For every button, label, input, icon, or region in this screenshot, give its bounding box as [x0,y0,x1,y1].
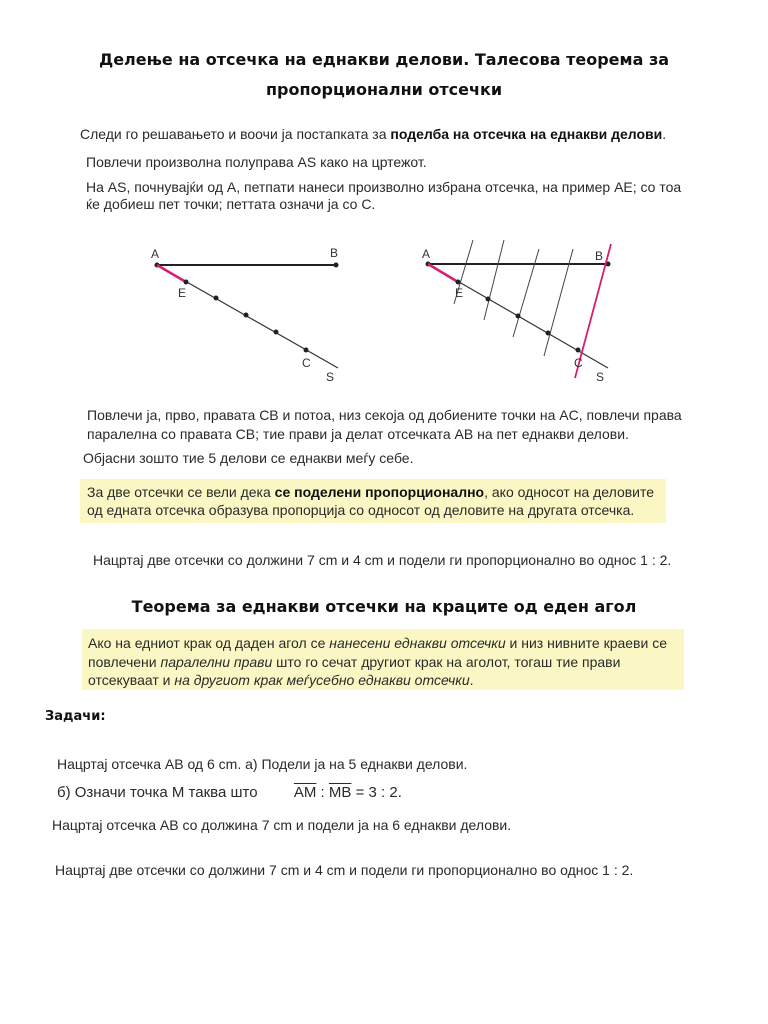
theorem-l2a: повлечени [88,654,161,670]
point-e [184,280,189,285]
intro-pre: Следи го решавањето и воочи ја постапката за [80,126,391,142]
label-a: A [422,247,431,261]
task1b-label: б) Означи точка M таква што [57,784,258,801]
figure-left [151,246,339,384]
definition-bold: се поделени пропорционално [274,484,485,500]
step3-line2: паралелна со правата CB; тие прави ја делат отсечката AB на пет еднакви делови. [87,426,629,442]
task1-text: Нацртај отсечка AB од 6 cm. а) Подели ја на 5 еднакви делови. [57,756,468,772]
step3-line1: Повлечи ја, прво, правата CB и потоа, низ секоја од добиените точки на AC, повлечи права [87,407,682,423]
division-point [546,331,551,336]
tasks-label: Задачи: [45,709,106,724]
intro-bold: поделба на отсечка на еднакви делови [390,126,663,142]
task2-text: Нацртај отсечка AB со должина 7 cm и подели ја на 6 еднакви делови. [52,817,512,833]
label-e: E [178,286,187,300]
definition-line2: од едната отсечка образува пропорција со односот од деловите на другата отсечка. [87,502,635,518]
step2-line1: На AS, почнувајќи од A, петпати нанеси произволно избрана отсечка, на пример AE; со тоа [86,179,682,195]
division-point [274,330,279,335]
page-title-line2: пропорционални отсечки [265,80,503,99]
label-b: B [330,246,339,260]
label-c: C [302,356,311,370]
label-s: S [326,370,335,384]
point-e [456,280,461,285]
definition-pre: За две отсечки се вели дека [87,484,275,500]
step1-text: Повлечи произволна полуправа AS како на цртежот. [86,154,427,170]
theorem-l3b: на другиот крак меѓусебно еднакви отсечки [174,672,470,688]
label-e: E [455,286,464,300]
exercise1-text: Нацртај две отсечки со должини 7 cm и 4 cm и подели ги пропорционално во однос 1 : 2. [93,552,672,568]
label-b: B [595,249,604,263]
theorem-l1a: Ако на едниот крак од даден агол се [88,635,330,651]
point-c [304,348,309,353]
label-a: A [151,247,160,261]
page-title-line1: Делење на отсечка на еднакви делови. Талесова теорема за [98,50,670,69]
parallel-line [513,249,539,337]
division-point [244,313,249,318]
theorem-l1b: нанесени еднакви отсечки [329,635,506,651]
theorem-line1 [88,635,667,651]
theorem-title: Теорема за еднакви отсечки на краците од еден агол [131,597,637,616]
ratio-colon: : [316,784,329,801]
ratio-value: = 3 : 2. [351,784,402,801]
definition-line1 [87,484,654,500]
task3-text: Нацртај две отсечки со должини 7 cm и 4 cm и подели ги пропорционално во однос 1 : 2. [55,862,634,878]
intro-text [80,126,666,142]
division-point [516,314,521,319]
theorem-l3a: отсекуваат и [88,672,175,688]
point-c [576,348,581,353]
segment-mb: $\overline{MB}$ [328,784,352,801]
figure-right [422,240,611,384]
division-point [214,296,219,301]
step4-text: Објасни зошто тие 5 делови се еднакви меѓу себе. [83,450,414,466]
step2-line2: ќе добиеш пет точки; петтата означи ја со C. [86,196,376,212]
parallel-line [484,240,504,320]
theorem-l3c: . [469,672,474,688]
definition-post: , ако односот на деловите [484,484,655,500]
theorem-line3 [88,672,474,688]
intro-post: . [662,126,667,142]
theorem-line2 [88,654,620,670]
label-s: S [596,370,605,384]
segment-am: $\overline{AM}$ [293,784,317,801]
division-point [486,297,491,302]
segment-ae-highlight [157,265,186,282]
point-b [334,263,339,268]
task1b-text [57,784,402,801]
theorem-l2b: паралелни прави [160,654,273,670]
theorem-l1c: и низ нивните краеви се [505,635,667,651]
theorem-l2c: што го сечат другиот крак на аголот, тогаш тие прави [272,654,621,670]
segment-ae-highlight [428,264,458,282]
thales-figures [0,236,768,396]
label-c: C [574,356,583,370]
